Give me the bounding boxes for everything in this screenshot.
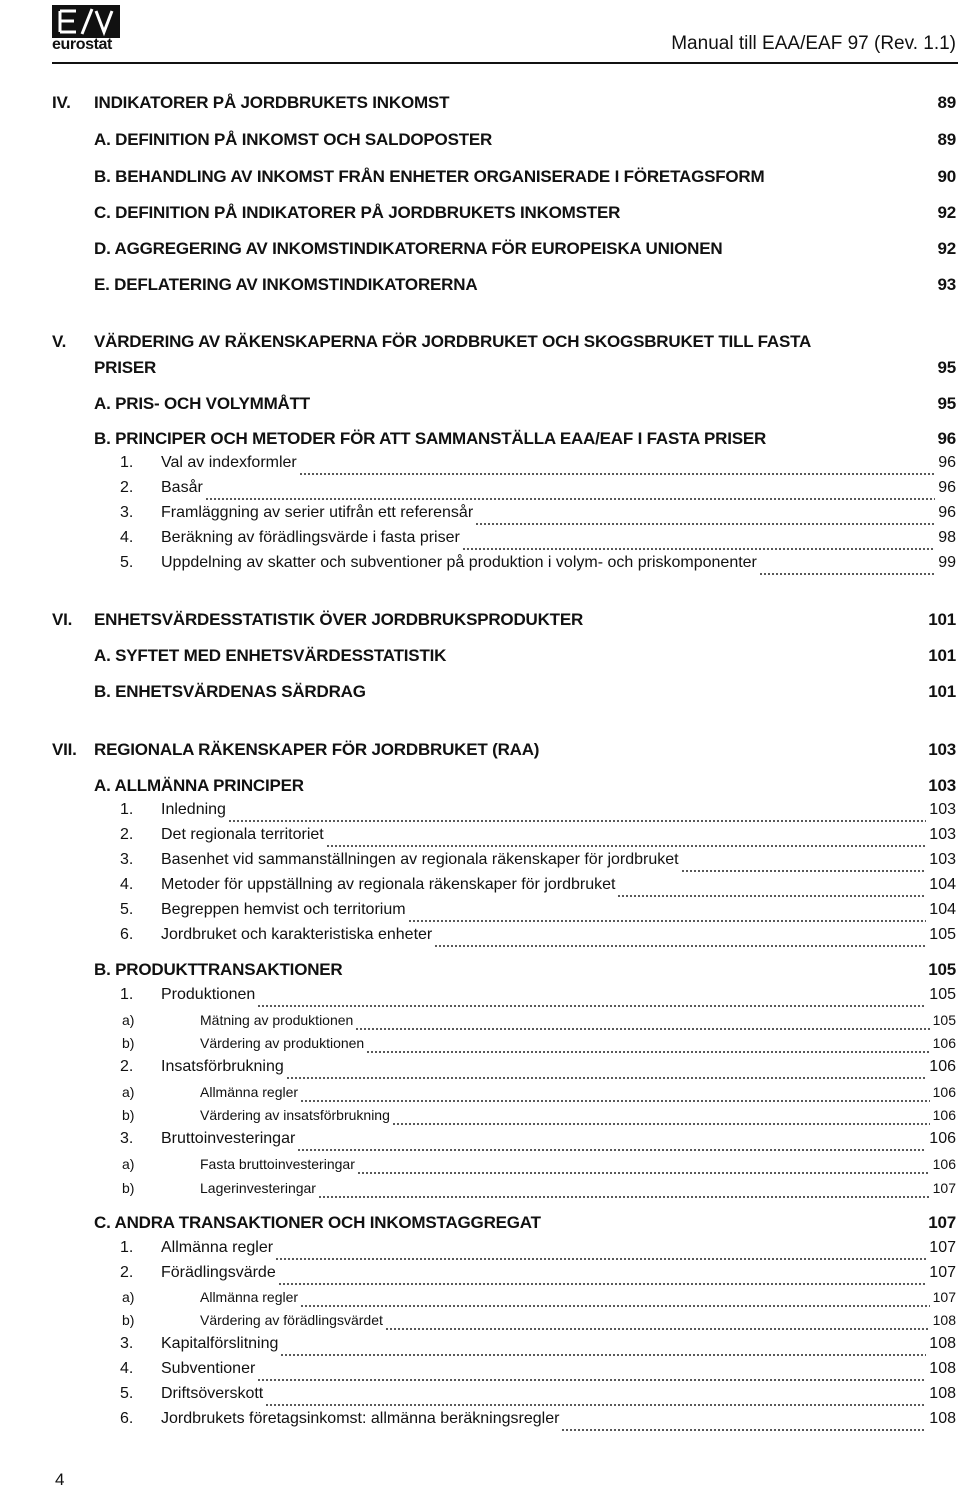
toc-entry-page: 106 [932,1084,956,1100]
toc-entry-number: VII. [52,740,77,759]
dot-leader [257,1005,926,1007]
toc-entry-title: Det regionala territoriet [161,826,324,843]
dot-leader [355,1028,929,1030]
toc-entry-title: REGIONALA RÄKENSKAPER FÖR JORDBRUKET (RAA) [94,740,540,759]
toc-entry-page: 105 [929,986,956,1003]
dot-leader [681,870,927,872]
toc-entry [52,610,960,636]
toc-entry [52,646,960,672]
toc-entry-page: 108 [929,1360,956,1377]
toc-entry-page: 106 [932,1156,956,1172]
dot-leader [561,1429,926,1431]
dot-leader [475,523,935,525]
toc-entry-number: 6. [120,1410,134,1427]
toc-entry-page: 96 [938,454,956,471]
toc-entry [52,275,960,301]
toc-entry-number: 3. [120,1130,134,1147]
toc-entry-title: Beräkning av förädlingsvärde i fasta priser [161,529,460,546]
toc-entry-title: Jordbruket och karakteristiska enheter [161,926,433,943]
toc-entry-number: 2. [120,479,134,496]
toc-entry-number: b) [122,1107,135,1123]
toc-entry-title: A. ALLMÄNNA PRINCIPER [94,776,304,795]
toc-entry [52,332,960,358]
toc-entry-page: 90 [937,167,956,186]
dot-leader [297,1149,926,1151]
toc-entry-number: 6. [120,926,134,943]
toc-entry [52,776,960,802]
toc-entry [52,826,960,852]
header-divider [52,62,958,64]
toc-entry-number: a) [122,1012,135,1028]
dot-leader [265,1404,926,1406]
toc-entry-number: 1. [120,454,134,471]
toc-entry-title: Driftsöverskott [161,1385,264,1402]
toc-entry-title: Fasta bruttoinvesteringar [200,1156,355,1172]
toc-entry [52,554,960,580]
toc-entry-title: Mätning av produktionen [200,1012,354,1028]
toc-entry-number: 4. [120,876,134,893]
toc-entry-title: Värdering av produktionen [200,1035,365,1051]
toc-entry-number: a) [122,1289,135,1305]
toc-entry-title: Bruttoinvesteringar [161,1130,296,1147]
dot-leader [357,1172,930,1174]
toc-entry-page: 89 [937,130,956,149]
toc-entry-page: 95 [937,394,956,413]
toc-entry [52,454,960,480]
toc-entry-number: IV. [52,93,71,112]
dot-leader [434,945,926,947]
toc-entry-title: Produktionen [161,986,256,1003]
dot-leader [257,1379,926,1381]
eurostat-logo-icon [52,5,120,38]
toc-entry [52,682,960,708]
toc-entry [52,239,960,265]
toc-entry-page: 104 [929,876,956,893]
dot-leader [326,845,927,847]
toc-entry [52,479,960,505]
toc-entry-page: 106 [929,1130,956,1147]
toc-entry-page: 103 [928,740,956,759]
toc-entry-number: VI. [52,610,73,629]
toc-entry-title: PRISER [94,358,157,377]
toc-entry-title: A. PRIS- OCH VOLYMMÅTT [94,394,310,413]
toc-entry-title: E. DEFLATERING AV INKOMSTINDIKATORERNA [94,275,478,294]
toc-entry-title: B. PRODUKTTRANSAKTIONER [94,960,343,979]
toc-entry-title: Uppdelning av skatter och subventioner på produktion i volym- och priskomponenter [161,554,757,571]
document-title: Manual till EAA/EAF 97 (Rev. 1.1) [671,33,956,54]
toc-entry-page: 101 [928,610,956,629]
toc-entry-page: 93 [937,275,956,294]
toc-entry-number: b) [122,1312,135,1328]
toc-entry-number: 1. [120,986,134,1003]
toc-entry-page: 99 [938,554,956,571]
toc-entry-number: b) [122,1180,135,1196]
dot-leader [617,895,926,897]
toc-entry-title: Allmänna regler [161,1239,274,1256]
toc-entry-page: 105 [928,960,956,979]
toc-entry-title: Allmänna regler [200,1084,299,1100]
toc-entry-page: 107 [929,1264,956,1281]
toc-entry-number: 5. [120,1385,134,1402]
toc-entry [52,1239,960,1265]
toc-entry-number: 3. [120,504,134,521]
toc-entry [52,203,960,229]
toc-entry-number: 2. [120,826,134,843]
toc-entry-number: 5. [120,901,134,918]
dot-leader [408,920,927,922]
toc-entry-title: B. PRINCIPER OCH METODER FÖR ATT SAMMANSTÄLLA EAA/EAF I FASTA PRISER [94,429,767,448]
toc-entry-page: 92 [937,203,956,222]
dot-leader [366,1051,929,1053]
toc-entry-page: 107 [932,1289,956,1305]
toc-entry-page: 98 [938,529,956,546]
toc-entry-number: 5. [120,554,134,571]
toc-entry-title: Jordbrukets företagsinkomst: allmänna beräkningsregler [161,1410,560,1427]
logo-wordmark: eurostat [52,36,112,53]
toc-entry-title: Allmänna regler [200,1289,299,1305]
toc-entry-number: a) [122,1156,135,1172]
toc-entry-page: 108 [932,1312,956,1328]
toc-entry-page: 96 [938,504,956,521]
toc-entry [52,1058,960,1084]
toc-entry-page: 101 [928,646,956,665]
toc-entry-title: Basår [161,479,203,496]
toc-entry-number: 3. [120,851,134,868]
toc-entry [52,1213,960,1239]
toc-entry-title: C. DEFINITION PÅ INDIKATORER PÅ JORDBRUKETS INKOMSTER [94,203,621,222]
toc-entry [52,1130,960,1156]
toc-entry-number: 1. [120,801,134,818]
toc-entry [52,1410,960,1436]
dot-leader [300,1305,930,1307]
toc-entry-page: 108 [929,1410,956,1427]
toc-entry [52,1264,960,1290]
toc-entry-title: Metoder för uppställning av regionala räkenskaper för jordbruket [161,876,616,893]
toc-entry-title: Värdering av förädlingsvärdet [200,1312,383,1328]
dot-leader [278,1283,927,1285]
toc-entry-page: 108 [929,1385,956,1402]
toc-entry-number: 2. [120,1264,134,1281]
toc-entry-page: 105 [932,1012,956,1028]
dot-leader [228,820,926,822]
toc-entry-title: Inledning [161,801,226,818]
dot-leader [286,1077,927,1079]
toc-entry-page: 96 [937,429,956,448]
toc-entry-page: 106 [932,1107,956,1123]
dot-leader [205,498,935,500]
toc-entry [52,1385,960,1411]
dot-leader [299,473,935,475]
toc-entry-page: 96 [938,479,956,496]
toc-entry-title: A. SYFTET MED ENHETSVÄRDESSTATISTIK [94,646,447,665]
toc-entry-title: Basenhet vid sammanställningen av regionala räkenskaper för jordbruket [161,851,679,868]
toc-entry-page: 89 [937,93,956,112]
toc-entry-number: V. [52,332,67,351]
toc-entry-title: Kapitalförslitning [161,1335,279,1352]
toc-entry-page: 103 [928,776,956,795]
toc-entry [52,851,960,877]
page-number: 4 [55,1470,65,1489]
toc-entry-page: 108 [929,1335,956,1352]
toc-entry-page: 103 [929,851,956,868]
toc-entry [52,1156,960,1182]
toc-entry-title: Förädlingsvärde [161,1264,276,1281]
dot-leader [385,1328,930,1330]
toc-entry-page: 107 [932,1180,956,1196]
toc-entry-page: 107 [929,1239,956,1256]
toc-entry-title: Insatsförbrukning [161,1058,284,1075]
toc-entry [52,394,960,420]
toc-entry-title: B. BEHANDLING AV INKOMST FRÅN ENHETER ORGANISERADE I FÖRETAGSFORM [94,167,765,186]
toc-entry [52,960,960,986]
toc-entry [52,93,960,119]
toc-entry [52,1335,960,1361]
toc-entry-page: 104 [929,901,956,918]
toc-entry [52,901,960,927]
toc-entry [52,876,960,902]
toc-entry [52,130,960,156]
toc-entry [52,429,960,455]
toc-entry-title: INDIKATORER PÅ JORDBRUKETS INKOMST [94,93,450,112]
toc-entry-title: Lagerinvesteringar [200,1180,316,1196]
toc-entry [52,167,960,193]
toc-entry-title: C. ANDRA TRANSAKTIONER OCH INKOMSTAGGREGAT [94,1213,541,1232]
toc-entry [52,801,960,827]
toc-entry-page: 106 [929,1058,956,1075]
dot-leader [300,1100,930,1102]
toc-entry-title: Begreppen hemvist och territorium [161,901,406,918]
toc-entry-title: B. ENHETSVÄRDENAS SÄRDRAG [94,682,366,701]
toc-entry-number: 1. [120,1239,134,1256]
toc-entry-page: 103 [929,826,956,843]
toc-entry-title: VÄRDERING AV RÄKENSKAPERNA FÖR JORDBRUKET OCH SKOGSBRUKET TILL FASTA [94,332,812,351]
toc-entry-title: ENHETSVÄRDESSTATISTIK ÖVER JORDBRUKSPRODUKTER [94,610,584,629]
toc-entry-page: 103 [929,801,956,818]
toc-entry-number: 2. [120,1058,134,1075]
toc-entry-page: 105 [929,926,956,943]
toc-entry [52,1180,960,1206]
dot-leader [318,1196,930,1198]
eurostat-logo [52,5,120,53]
dot-leader [392,1123,930,1125]
dot-leader [759,573,935,575]
dot-leader [275,1258,926,1260]
toc-entry-page: 95 [937,358,956,377]
toc-entry-number: 4. [120,529,134,546]
toc-entry-page: 107 [928,1213,956,1232]
page-header [52,5,956,57]
toc-entry-title: Framläggning av serier utifrån ett referensår [161,504,474,521]
toc-entry [52,529,960,555]
toc-entry [52,926,960,952]
toc-entry-title: Val av indexformler [161,454,297,471]
toc-entry-number: b) [122,1035,135,1051]
toc-entry [52,986,960,1012]
toc-entry [52,740,960,766]
toc-entry-number: 3. [120,1335,134,1352]
toc-entry [52,504,960,530]
toc-entry-title: D. AGGREGERING AV INKOMSTINDIKATORERNA FÖR EUROPEISKA UNIONEN [94,239,723,258]
dot-leader [462,548,935,550]
toc-entry-title: A. DEFINITION PÅ INKOMST OCH SALDOPOSTER [94,130,493,149]
toc-entry-page: 101 [928,682,956,701]
toc-entry-page: 106 [932,1035,956,1051]
toc-entry [52,358,960,384]
dot-leader [280,1354,926,1356]
toc-entry-number: a) [122,1084,135,1100]
toc-entry-title: Värdering av insatsförbrukning [200,1107,390,1123]
toc-entry-number: 4. [120,1360,134,1377]
toc-entry-page: 92 [937,239,956,258]
toc-entry-title: Subventioner [161,1360,256,1377]
toc-entry [52,1360,960,1386]
